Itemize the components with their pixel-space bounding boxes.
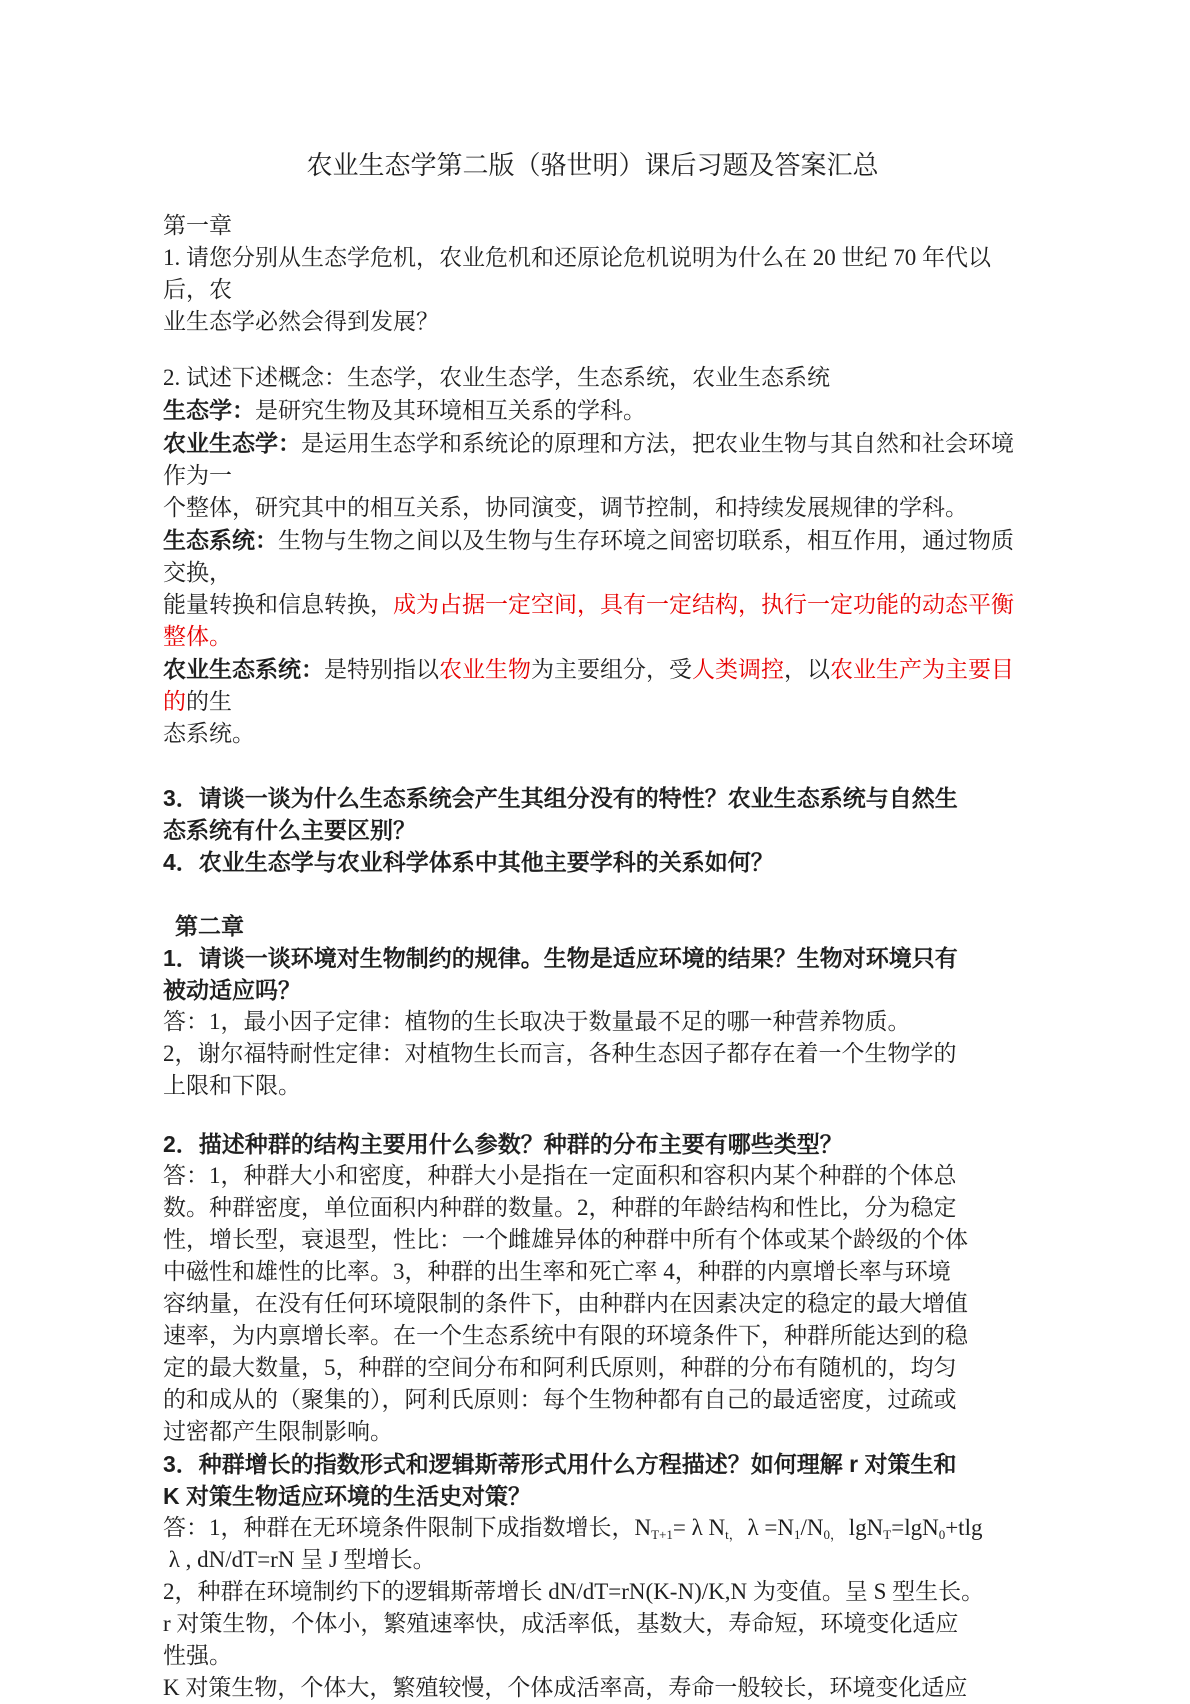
text-line (163, 1320, 1022, 1352)
text-segment: 数。种群密度，单位面积内种群的数量。2，种群的年龄结构和性比，分为稳定 (163, 1195, 957, 1220)
text-segment: 上限和下限。 (163, 1073, 301, 1098)
text-line (163, 1608, 1022, 1640)
text-line (163, 814, 1022, 846)
text-segment: ，以 (784, 657, 830, 682)
text-line (163, 782, 1022, 814)
text-line (163, 1192, 1022, 1224)
document-title: 农业生态学第二版（骆世明）课后习题及答案汇总 (306, 151, 879, 180)
text-line (163, 1160, 1022, 1192)
text-segment: 答：1，种群在无环境条件限制下成指数增长，N (163, 1515, 652, 1540)
text-line (163, 524, 1022, 589)
text-segment: 4．农业生态学与农业科学体系中其他主要学科的关系如何？ (163, 849, 774, 875)
text-line (163, 1006, 1022, 1038)
text-segment: 中磁性和雄性的比率。3，种群的出生率和死亡率 4，种群的内禀增长率与环境 (163, 1259, 951, 1284)
term-label: 农业生态系统： (163, 656, 324, 682)
text-segment: 被动适应吗？ (163, 977, 301, 1003)
c2-question-1 (163, 942, 1022, 1006)
text-segment: T (883, 1527, 892, 1542)
text-line (163, 1038, 1022, 1070)
text-segment: 生物与生物之间以及生物与生存环境之间密切联系，相互作用，通过物质交换， (163, 528, 1014, 585)
text-line (163, 1256, 1022, 1288)
text-segment: T+1 (651, 1527, 673, 1542)
text-segment: t， (725, 1527, 742, 1542)
text-line (163, 427, 1022, 492)
text-segment: r 对策生物，个体小，繁殖速率快，成活率低，基数大，寿命短，环境变化适应 (163, 1611, 959, 1636)
text-segment: 答：1，种群大小和密度，种群大小是指在一定面积和容积内某个种群的个体总 (163, 1163, 957, 1188)
text-line (175, 910, 1022, 942)
text-line (163, 942, 1022, 974)
chapter-2-label (163, 910, 1022, 942)
text-segment: 速率，为内禀增长率。在一个生态系统中有限的环境条件下，种群所能达到的稳 (163, 1323, 968, 1348)
text-segment: =lgN (891, 1515, 939, 1540)
text-line (163, 306, 1022, 338)
text-segment: 容纳量，在没有任何环境限制的条件下，由种群内在因素决定的稳定的最大增值 (163, 1291, 968, 1316)
definition-ecology (163, 394, 1022, 427)
c1-question-1 (163, 242, 1022, 338)
c2-question-3 (163, 1448, 1022, 1512)
text-line (163, 1224, 1022, 1256)
c1-question-4 (163, 846, 1022, 878)
text-segment: 1．请谈一谈环境对生物制约的规律。生物是适应环境的结果？生物对环境只有 (163, 945, 958, 971)
text-segment: 2，谢尔福特耐性定律：对植物生长而言，各种生态因子都存在着一个生物学的 (163, 1041, 957, 1066)
highlighted-text: 农业生产为主要目的 (163, 657, 1014, 714)
text-segment: 是运用生态学和系统论的原理和方法，把农业生物与其自然和社会环境作为一 (163, 431, 1014, 488)
text-segment: 业生态学必然会得到发展？ (163, 309, 439, 334)
c2-answer-1 (163, 1006, 1022, 1102)
text-line (163, 1512, 1022, 1544)
c2-answer-3 (163, 1512, 1022, 1704)
text-line (163, 1544, 1022, 1576)
highlighted-text: 成为占据一定空间，具有一定结构，执行一定功能的动态平衡整体。 (163, 592, 1014, 649)
text-segment: 性，增长型，衰退型，性比：一个雌雄异体的种群中所有个体或某个龄级的个体 (163, 1227, 968, 1252)
text-line (163, 1480, 1022, 1512)
text-line (163, 210, 1022, 242)
text-segment: 答：1，最小因子定律：植物的生长取决于数量最不足的哪一种营养物质。 (163, 1009, 911, 1034)
text-line (163, 718, 1022, 750)
text-line (163, 1640, 1022, 1672)
text-segment: 2，种群在环境制约下的逻辑斯蒂增长 dN/dT=rN(K-N)/K,N 为变值。呈 S 型生长。 (163, 1579, 985, 1604)
highlighted-text: 农业生物 (439, 657, 531, 682)
text-segment: K 对策生物适应环境的生活史对策？ (163, 1483, 531, 1509)
text-line (163, 394, 1022, 427)
text-segment: 3．请谈一谈为什么生态系统会产生其组分没有的特性？农业生态系统与自然生 (163, 785, 958, 811)
text-line (163, 1384, 1022, 1416)
text-segment: 1. 请您分别从生态学危机，农业危机和还原论危机说明为什么在 20 世纪 70 年代以后，农 (163, 245, 991, 302)
text-line (163, 1128, 1022, 1160)
text-segment: 态系统。 (163, 721, 255, 746)
term-label: 生态系统： (163, 527, 278, 553)
text-segment: = λ N (672, 1515, 726, 1540)
text-line (163, 492, 1022, 524)
text-line (163, 1352, 1022, 1384)
text-line (163, 1288, 1022, 1320)
text-segment: lgN (843, 1515, 884, 1540)
text-segment: 态系统有什么主要区别？ (163, 817, 416, 843)
text-segment: 的和成从的（聚集的），阿利氏原则：每个生物种都有自己的最适密度，过疏或 (163, 1387, 957, 1412)
definition-agroecosystem (163, 653, 1022, 750)
definition-ecosystem (163, 524, 1022, 653)
term-label: 农业生态学： (163, 430, 301, 456)
c2-answer-2 (163, 1160, 1022, 1448)
text-segment: 0， (823, 1527, 844, 1542)
text-segment: 定的最大数量，5，种群的空间分布和阿利氏原则，种群的分布有随机的，均匀 (163, 1355, 957, 1380)
text-line (163, 1576, 1022, 1608)
c1-question-3 (163, 782, 1022, 846)
definition-agroecology (163, 427, 1022, 524)
text-line (163, 1672, 1022, 1704)
text-segment: 3．种群增长的指数形式和逻辑斯蒂形式用什么方程描述？如何理解 r 对策生和 (163, 1451, 957, 1477)
document-body (163, 210, 1022, 1704)
text-segment: 的生 (186, 689, 232, 714)
text-segment: 性强。 (163, 1643, 232, 1668)
text-line (163, 589, 1022, 653)
text-line (163, 1448, 1022, 1480)
text-line (163, 1416, 1022, 1448)
highlighted-text: 人类调控 (692, 657, 784, 682)
c1-question-2 (163, 362, 1022, 394)
text-segment: 0 (938, 1527, 946, 1542)
text-line (163, 653, 1022, 718)
text-segment: 能量转换和信息转换， (163, 592, 393, 617)
text-segment: 个整体，研究其中的相互关系，协同演变，调节控制，和持续发展规律的学科。 (163, 495, 968, 520)
text-segment: 第二章 (175, 913, 244, 939)
text-line (163, 362, 1022, 394)
text-segment: 第一章 (163, 213, 232, 238)
text-segment: +tlg (945, 1515, 983, 1540)
text-segment: 是特别指以 (324, 657, 439, 682)
text-segment: 2. 试述下述概念：生态学，农业生态学，生态系统，农业生态系统 (163, 365, 830, 390)
text-line (163, 846, 1022, 878)
text-segment: 2．描述种群的结构主要用什么参数？种群的分布主要有哪些类型？ (163, 1131, 843, 1157)
term-label: 生态学： (163, 397, 255, 423)
text-segment: 过密都产生限制影响。 (163, 1419, 393, 1444)
text-segment: 为主要组分，受 (531, 657, 692, 682)
text-segment: λ , dN/dT=rN 呈 J 型增长。 (163, 1547, 436, 1572)
text-line (163, 974, 1022, 1006)
text-line (163, 1070, 1022, 1102)
text-segment: 1 (794, 1527, 801, 1542)
chapter-1-label (163, 210, 1022, 242)
text-segment: /N (800, 1515, 824, 1540)
c2-question-2 (163, 1128, 1022, 1160)
text-segment: 是研究生物及其环境相互关系的学科。 (255, 398, 646, 423)
text-segment: K 对策生物，个体大，繁殖较慢，个体成活率高，寿命一般较长，环境变化适应 (163, 1675, 968, 1700)
text-segment: λ =N (741, 1515, 794, 1540)
text-line (163, 242, 1022, 306)
